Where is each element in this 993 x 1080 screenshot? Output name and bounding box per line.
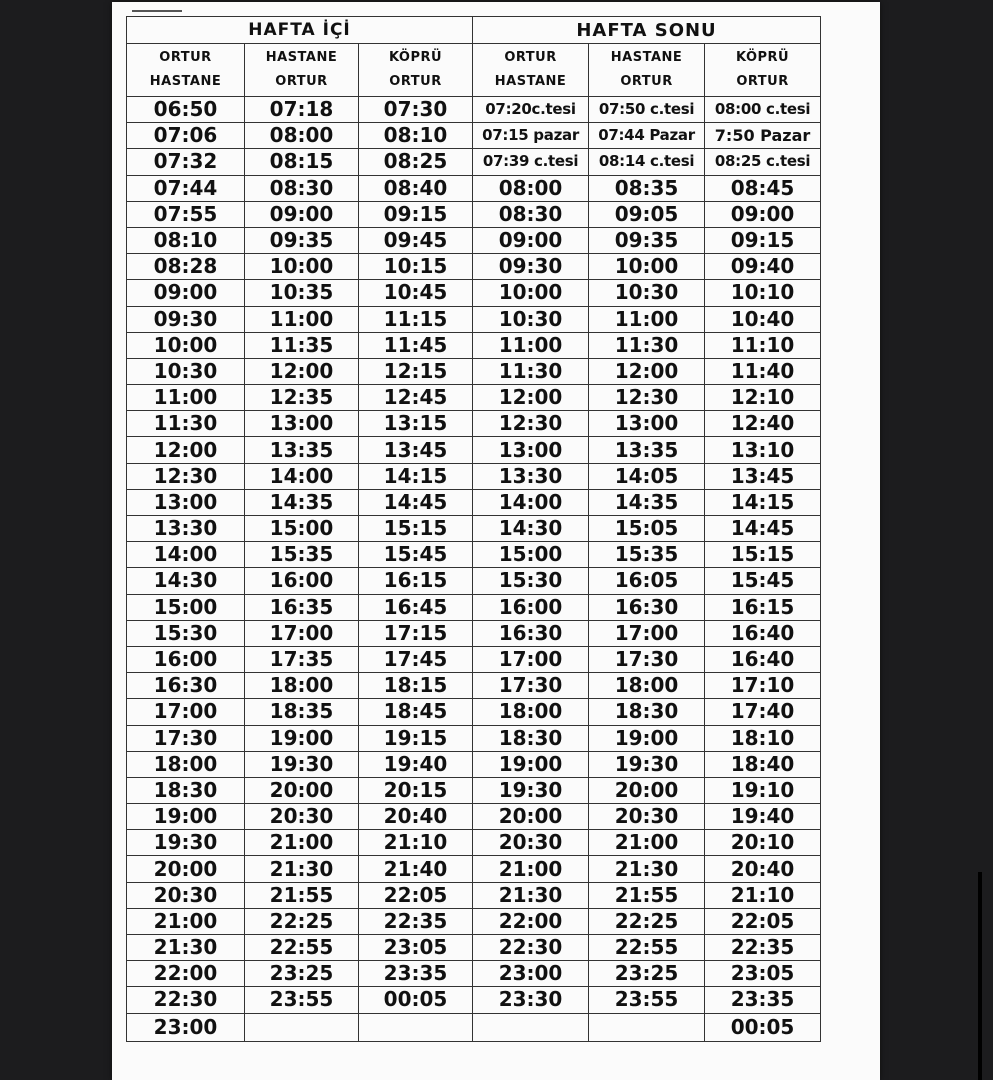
column-header-line2: ORTUR (736, 74, 789, 89)
time-cell: 16:15 (705, 594, 821, 620)
time-cell: 08:00 (245, 123, 359, 149)
time-cell: 20:30 (473, 830, 589, 856)
time-cell: 07:32 (127, 149, 245, 175)
time-cell: 10:00 (245, 254, 359, 280)
weekday-header: HAFTA İÇİ (127, 17, 473, 44)
time-cell: 12:30 (589, 385, 705, 411)
time-cell: 11:30 (589, 332, 705, 358)
time-cell: 00:05 (705, 1013, 821, 1041)
time-cell: 18:30 (589, 699, 705, 725)
time-cell: 10:30 (473, 306, 589, 332)
time-cell: 08:15 (245, 149, 359, 175)
time-cell: 16:05 (589, 568, 705, 594)
time-cell: 08:25 c.tesi (705, 149, 821, 175)
time-cell: 22:05 (359, 882, 473, 908)
frame-edge (978, 872, 982, 1080)
time-cell: 11:40 (705, 358, 821, 384)
time-cell: 12:10 (705, 385, 821, 411)
time-cell: 18:00 (589, 673, 705, 699)
time-cell: 12:30 (127, 463, 245, 489)
schedule-row (127, 987, 821, 1013)
column-header-line2: ORTUR (620, 74, 673, 89)
time-cell: 14:15 (705, 489, 821, 515)
time-cell: 17:30 (589, 646, 705, 672)
time-cell: 20:30 (127, 882, 245, 908)
time-cell: 09:00 (473, 227, 589, 253)
time-cell: 15:05 (589, 516, 705, 542)
time-cell: 09:35 (245, 227, 359, 253)
schedule-row (127, 385, 821, 411)
time-cell: 20:00 (473, 804, 589, 830)
schedule-row (127, 358, 821, 384)
time-cell: 10:00 (473, 280, 589, 306)
time-cell: 16:40 (705, 646, 821, 672)
time-cell: 21:55 (589, 882, 705, 908)
schedule-row (127, 961, 821, 987)
time-cell: 10:30 (127, 358, 245, 384)
column-header (127, 44, 245, 97)
time-cell: 12:00 (245, 358, 359, 384)
time-cell: 17:40 (705, 699, 821, 725)
time-cell: 19:00 (473, 751, 589, 777)
column-header-line1: ORTUR (159, 50, 212, 65)
time-cell: 09:40 (705, 254, 821, 280)
time-cell: 21:30 (127, 935, 245, 961)
time-cell: 14:35 (589, 489, 705, 515)
schedule-row (127, 227, 821, 253)
time-cell: 18:40 (705, 751, 821, 777)
schedule-row (127, 777, 821, 803)
column-header (589, 44, 705, 97)
time-cell: 13:30 (127, 516, 245, 542)
time-cell: 18:45 (359, 699, 473, 725)
time-cell: 17:00 (245, 620, 359, 646)
schedule-row (127, 646, 821, 672)
time-cell: 15:15 (705, 542, 821, 568)
time-cell: 12:35 (245, 385, 359, 411)
schedule-row (127, 882, 821, 908)
column-header-line1: KÖPRÜ (735, 50, 790, 65)
time-cell: 17:10 (705, 673, 821, 699)
time-cell: 11:00 (589, 306, 705, 332)
time-cell: 19:15 (359, 725, 473, 751)
time-cell: 20:30 (589, 804, 705, 830)
time-cell (589, 1013, 705, 1041)
time-cell: 12:00 (589, 358, 705, 384)
time-cell: 11:10 (705, 332, 821, 358)
time-cell: 10:30 (589, 280, 705, 306)
column-header-line1: HASTANE (265, 50, 338, 65)
time-cell: 21:40 (359, 856, 473, 882)
schedule-row (127, 699, 821, 725)
time-cell: 11:30 (127, 411, 245, 437)
time-cell: 23:25 (245, 961, 359, 987)
time-cell: 15:15 (359, 516, 473, 542)
schedule-row (127, 280, 821, 306)
time-cell: 07:15 pazar (473, 123, 589, 149)
schedule-row (127, 804, 821, 830)
time-cell: 23:05 (359, 935, 473, 961)
time-cell: 14:05 (589, 463, 705, 489)
time-cell: 08:10 (359, 123, 473, 149)
time-cell: 23:00 (473, 961, 589, 987)
time-cell: 13:30 (473, 463, 589, 489)
time-cell (245, 1013, 359, 1041)
time-cell: 07:44 (127, 175, 245, 201)
time-cell: 13:35 (589, 437, 705, 463)
time-cell: 21:30 (589, 856, 705, 882)
time-cell: 14:00 (473, 489, 589, 515)
time-cell: 15:45 (359, 542, 473, 568)
time-cell: 11:45 (359, 332, 473, 358)
time-cell: 20:10 (705, 830, 821, 856)
time-cell: 13:10 (705, 437, 821, 463)
time-cell: 09:15 (705, 227, 821, 253)
time-cell: 15:35 (245, 542, 359, 568)
time-cell: 12:00 (127, 437, 245, 463)
time-cell: 14:45 (359, 489, 473, 515)
time-cell: 11:30 (473, 358, 589, 384)
time-cell: 07:18 (245, 97, 359, 123)
time-cell: 15:35 (589, 542, 705, 568)
weekend-header: HAFTA SONU (473, 17, 821, 44)
time-cell: 23:35 (359, 961, 473, 987)
time-cell: 16:30 (127, 673, 245, 699)
time-cell: 09:00 (705, 201, 821, 227)
time-cell: 16:35 (245, 594, 359, 620)
time-cell: 08:14 c.tesi (589, 149, 705, 175)
time-cell: 22:00 (127, 961, 245, 987)
time-cell: 13:15 (359, 411, 473, 437)
schedule-row (127, 123, 821, 149)
time-cell: 08:30 (245, 175, 359, 201)
schedule-row (127, 830, 821, 856)
column-header (359, 44, 473, 97)
time-cell: 20:00 (245, 777, 359, 803)
time-cell: 11:00 (245, 306, 359, 332)
time-cell: 07:39 c.tesi (473, 149, 589, 175)
time-cell: 11:00 (473, 332, 589, 358)
time-cell: 18:00 (245, 673, 359, 699)
time-cell: 19:30 (589, 751, 705, 777)
time-cell: 10:15 (359, 254, 473, 280)
time-cell: 23:55 (245, 987, 359, 1013)
bus-schedule-table (126, 16, 821, 1042)
column-header (245, 44, 359, 97)
schedule-row (127, 201, 821, 227)
schedule-row (127, 935, 821, 961)
schedule-row (127, 751, 821, 777)
time-cell: 16:40 (705, 620, 821, 646)
time-cell: 19:10 (705, 777, 821, 803)
time-cell: 15:30 (473, 568, 589, 594)
time-cell: 20:00 (127, 856, 245, 882)
schedule-row (127, 542, 821, 568)
time-cell: 22:30 (473, 935, 589, 961)
time-cell: 14:00 (245, 463, 359, 489)
schedule-row (127, 908, 821, 934)
column-header-line1: ORTUR (504, 50, 557, 65)
time-cell: 22:05 (705, 908, 821, 934)
time-cell: 22:55 (245, 935, 359, 961)
time-cell: 21:30 (245, 856, 359, 882)
time-cell: 13:00 (245, 411, 359, 437)
time-cell: 23:55 (589, 987, 705, 1013)
time-cell: 08:28 (127, 254, 245, 280)
time-cell: 16:00 (245, 568, 359, 594)
time-cell: 10:45 (359, 280, 473, 306)
time-cell: 08:25 (359, 149, 473, 175)
time-cell: 11:15 (359, 306, 473, 332)
time-cell: 09:30 (473, 254, 589, 280)
time-cell: 10:00 (589, 254, 705, 280)
time-cell: 11:35 (245, 332, 359, 358)
time-cell: 17:15 (359, 620, 473, 646)
time-cell: 12:15 (359, 358, 473, 384)
time-cell: 12:40 (705, 411, 821, 437)
time-cell: 18:35 (245, 699, 359, 725)
time-cell: 17:00 (127, 699, 245, 725)
time-cell: 08:00 c.tesi (705, 97, 821, 123)
time-cell: 20:30 (245, 804, 359, 830)
time-cell: 20:15 (359, 777, 473, 803)
schedule-row (127, 489, 821, 515)
time-cell: 10:35 (245, 280, 359, 306)
time-cell: 22:25 (245, 908, 359, 934)
time-cell: 22:35 (705, 935, 821, 961)
time-cell: 17:45 (359, 646, 473, 672)
time-cell: 15:30 (127, 620, 245, 646)
time-cell: 18:00 (127, 751, 245, 777)
column-header-line1: HASTANE (610, 50, 683, 65)
time-cell: 18:00 (473, 699, 589, 725)
time-cell: 08:35 (589, 175, 705, 201)
time-cell: 16:00 (127, 646, 245, 672)
time-cell: 09:35 (589, 227, 705, 253)
time-cell: 21:00 (127, 908, 245, 934)
time-cell (473, 1013, 589, 1041)
schedule-row (127, 1013, 821, 1041)
time-cell: 14:45 (705, 516, 821, 542)
time-cell: 18:30 (127, 777, 245, 803)
time-cell: 15:00 (127, 594, 245, 620)
time-cell: 09:00 (127, 280, 245, 306)
column-header (473, 44, 589, 97)
column-header (705, 44, 821, 97)
time-cell: 19:40 (359, 751, 473, 777)
group-header-row (127, 17, 821, 44)
time-cell: 15:00 (245, 516, 359, 542)
time-cell: 19:30 (245, 751, 359, 777)
time-cell: 21:00 (589, 830, 705, 856)
time-cell: 09:45 (359, 227, 473, 253)
time-cell: 20:40 (705, 856, 821, 882)
time-cell: 13:35 (245, 437, 359, 463)
time-cell: 14:30 (473, 516, 589, 542)
schedule-row (127, 516, 821, 542)
time-cell: 07:50 c.tesi (589, 97, 705, 123)
column-header-line2: HASTANE (149, 74, 222, 89)
time-cell: 08:10 (127, 227, 245, 253)
schedule-row (127, 673, 821, 699)
time-cell: 10:00 (127, 332, 245, 358)
time-cell: 21:10 (359, 830, 473, 856)
time-cell: 18:15 (359, 673, 473, 699)
schedule-row (127, 437, 821, 463)
time-cell: 07:30 (359, 97, 473, 123)
time-cell: 19:00 (589, 725, 705, 751)
time-cell: 00:05 (359, 987, 473, 1013)
time-cell: 14:30 (127, 568, 245, 594)
time-cell: 21:30 (473, 882, 589, 908)
time-cell: 15:45 (705, 568, 821, 594)
time-cell: 19:00 (245, 725, 359, 751)
time-cell: 16:30 (473, 620, 589, 646)
schedule-row (127, 594, 821, 620)
time-cell: 23:35 (705, 987, 821, 1013)
time-cell: 09:30 (127, 306, 245, 332)
time-cell: 19:30 (127, 830, 245, 856)
time-cell: 21:55 (245, 882, 359, 908)
time-cell: 12:30 (473, 411, 589, 437)
time-cell: 17:00 (473, 646, 589, 672)
time-cell: 14:00 (127, 542, 245, 568)
time-cell: 13:45 (705, 463, 821, 489)
time-cell: 10:40 (705, 306, 821, 332)
schedule-row (127, 175, 821, 201)
time-cell: 22:55 (589, 935, 705, 961)
time-cell: 08:40 (359, 175, 473, 201)
time-cell: 23:30 (473, 987, 589, 1013)
schedule-row (127, 463, 821, 489)
time-cell: 07:20c.tesi (473, 97, 589, 123)
time-cell: 12:45 (359, 385, 473, 411)
schedule-row (127, 725, 821, 751)
time-cell: 14:15 (359, 463, 473, 489)
time-cell: 17:35 (245, 646, 359, 672)
time-cell: 09:05 (589, 201, 705, 227)
time-cell: 17:30 (473, 673, 589, 699)
time-cell: 21:00 (245, 830, 359, 856)
column-header-line2: ORTUR (275, 74, 328, 89)
time-cell: 11:00 (127, 385, 245, 411)
time-cell: 08:45 (705, 175, 821, 201)
column-header-line2: HASTANE (494, 74, 567, 89)
time-cell: 07:06 (127, 123, 245, 149)
time-cell: 10:10 (705, 280, 821, 306)
time-cell: 07:55 (127, 201, 245, 227)
time-cell: 16:15 (359, 568, 473, 594)
time-cell: 22:00 (473, 908, 589, 934)
time-cell: 13:45 (359, 437, 473, 463)
time-cell: 19:30 (473, 777, 589, 803)
schedule-row (127, 620, 821, 646)
schedule-body (127, 97, 821, 1042)
column-header-row (127, 44, 821, 97)
time-cell: 08:30 (473, 201, 589, 227)
time-cell: 23:05 (705, 961, 821, 987)
time-cell: 12:00 (473, 385, 589, 411)
time-cell: 19:40 (705, 804, 821, 830)
schedule-row (127, 568, 821, 594)
time-cell: 13:00 (589, 411, 705, 437)
time-cell: 09:15 (359, 201, 473, 227)
time-cell: 09:00 (245, 201, 359, 227)
time-cell: 22:35 (359, 908, 473, 934)
time-cell: 22:25 (589, 908, 705, 934)
time-cell: 23:00 (127, 1013, 245, 1041)
schedule-row (127, 856, 821, 882)
time-cell: 23:25 (589, 961, 705, 987)
schedule-row (127, 411, 821, 437)
paper-mark (132, 10, 182, 12)
time-cell: 22:30 (127, 987, 245, 1013)
time-cell: 14:35 (245, 489, 359, 515)
time-cell (359, 1013, 473, 1041)
time-cell: 20:00 (589, 777, 705, 803)
time-cell: 16:00 (473, 594, 589, 620)
time-cell: 13:00 (473, 437, 589, 463)
schedule-row (127, 306, 821, 332)
time-cell: 19:00 (127, 804, 245, 830)
schedule-row (127, 254, 821, 280)
time-cell: 20:40 (359, 804, 473, 830)
time-cell: 18:10 (705, 725, 821, 751)
column-header-line2: ORTUR (389, 74, 442, 89)
schedule-row (127, 149, 821, 175)
time-cell: 17:00 (589, 620, 705, 646)
time-cell: 7:50 Pazar (705, 123, 821, 149)
time-cell: 16:30 (589, 594, 705, 620)
time-cell: 16:45 (359, 594, 473, 620)
time-cell: 18:30 (473, 725, 589, 751)
schedule-row (127, 97, 821, 123)
time-cell: 15:00 (473, 542, 589, 568)
time-cell: 21:00 (473, 856, 589, 882)
time-cell: 06:50 (127, 97, 245, 123)
time-cell: 21:10 (705, 882, 821, 908)
schedule-row (127, 332, 821, 358)
time-cell: 08:00 (473, 175, 589, 201)
time-cell: 13:00 (127, 489, 245, 515)
time-cell: 17:30 (127, 725, 245, 751)
column-header-line1: KÖPRÜ (388, 50, 443, 65)
time-cell: 07:44 Pazar (589, 123, 705, 149)
